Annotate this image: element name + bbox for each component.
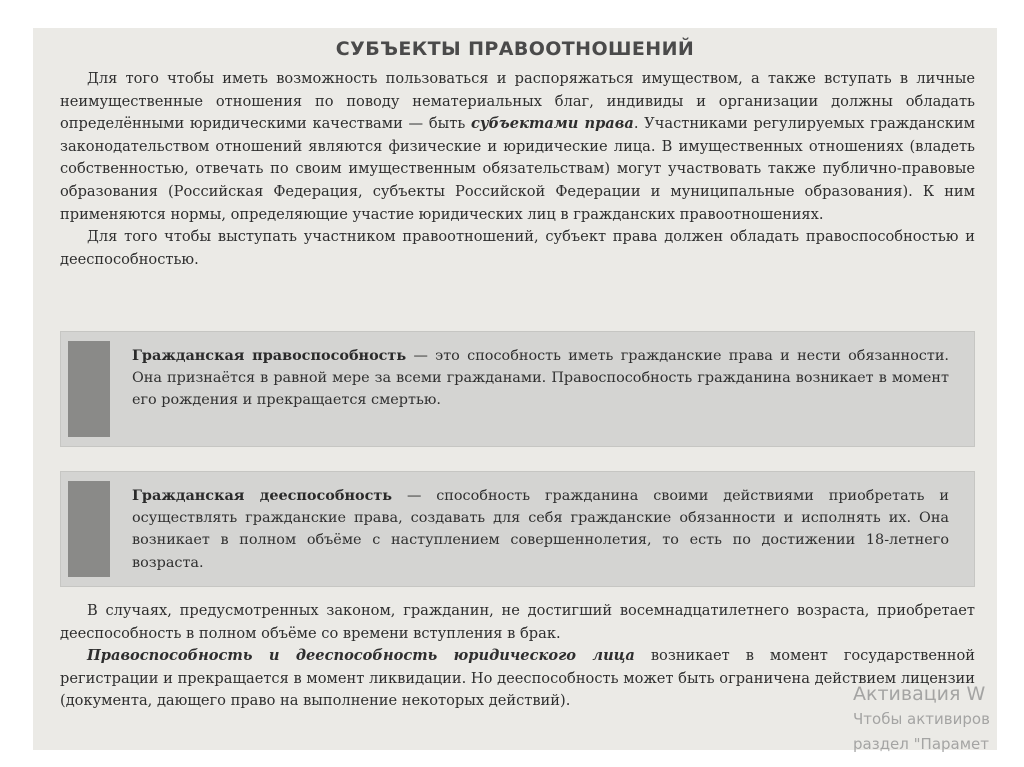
definition-body: — способность гражданина своими действиями приобретать и осуществлять гражданские права, создавать для себя гражданские обязанности и исполнять их. Она возникает в полном объёме с наступлением совершеннолетия, то есть по достижении 18-летнего возраста. [132,488,949,571]
activation-watermark-line-2: Чтобы активиров [853,710,990,728]
definition-marker-bar [68,481,110,577]
definition-body: — это способность иметь гражданские права и нести обязанности. Она признаётся в равной мере за всеми гражданами. Правоспособность гражданина возникает в момент его рождения и прекращается смертью. [132,348,949,409]
activation-watermark-line-3: раздел "Парамет [853,735,990,753]
intro-p1-after: . Участниками регулируемых гражданским законодательством отношений являются физические и юридические лица. В имущественных отношениях (владеть собственностью, отвечать по своим имущественным обязательствам) могут участвовать также публично-правовые образования (Российская Федерация, субъекты Российской Федерации и муниципальные образования). К ним применяются нормы, определяющие участие юридических лиц в гражданских правоотношениях. [60,115,975,223]
definition-text [132,485,949,574]
term-legal-entity-capacity: Правоспособность и дееспособность юридического лица [87,647,635,665]
closing-section [60,600,975,713]
closing-paragraph-2 [60,645,975,713]
definition-box-active-capacity [60,471,975,587]
definition-term: Гражданская правоспособность [132,347,407,364]
definition-term: Гражданская дееспособность [132,487,393,504]
intro-p1-before: Для того чтобы иметь возможность пользоваться и распоряжаться имуществом, а также вступать в личные неимущественные отношения по поводу нематериальных благ, индивиды и организации должны обладать определёнными юридическими качествами — быть [60,70,975,133]
intro-section [60,68,975,271]
intro-paragraph-2: Для того чтобы выступать участником правоотношений, субъект права должен обладать правоспособностью и дееспособностью. [60,228,975,268]
intro-paragraph-1 [60,68,975,226]
definition-box-legal-capacity [60,331,975,447]
closing-p2-after: возникает в момент государственной регистрации и прекращается в момент ликвидации. Но дееспособность может быть ограничена действием лицензии (документа, дающего право на выполнение некоторых действий). [60,647,976,710]
textbook-page [33,28,997,750]
closing-paragraph-1: В случаях, предусмотренных законом, гражданин, не достигший восемнадцатилетнего возраста, приобретает дееспособность в полном объёме со времени вступления в брак. [60,602,975,642]
term-subjects-of-law: субъектами права [471,115,634,133]
definition-marker-bar [68,341,110,437]
definition-text [132,345,949,412]
page-title: СУБЪЕКТЫ ПРАВООТНОШЕНИЙ [335,38,695,60]
activation-watermark-title: Активация W [853,683,986,705]
